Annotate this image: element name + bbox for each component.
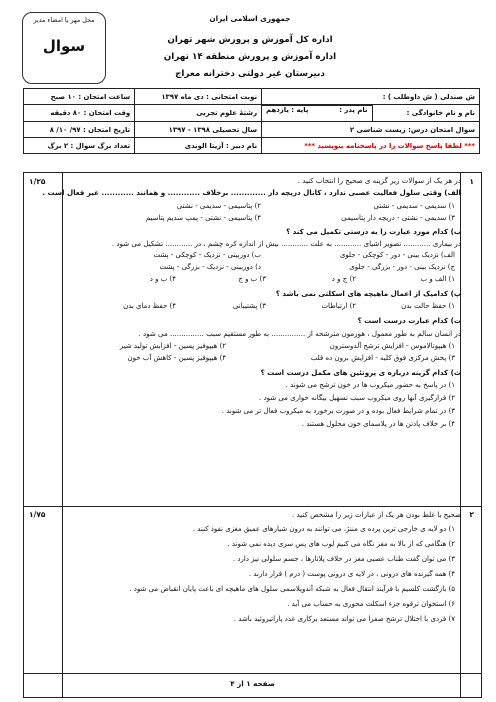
exam-date: تاریخ امتحان : ۹۷/ ۱۰/ ۸ — [24, 122, 135, 138]
school-header — [0, 0, 496, 88]
q1-s-option-4: ۴) بر خلاف پادتن ها در پلاسمای خون محلول هستند . — [301, 420, 455, 428]
q2-statement-3: ۳) می توان گفت طناب عصبی مغز در خلاف پلانارها ، جسم سلولی نیز دارد . — [232, 555, 455, 563]
stamp-caption: محل مهر یا امضاء مدیر — [33, 17, 95, 24]
exam-info-table — [23, 88, 480, 154]
question-1-score: ۱/۲۵ — [29, 177, 46, 186]
q2-statement-4: ۴) همه گیرنده های درونی ، در لایه ی درونی پوست ( درم ) قرار دارند . — [248, 570, 455, 578]
exam-duration: وقت امتحان : ۸۰ دقیقه — [24, 105, 135, 122]
question-divider — [24, 506, 481, 507]
exam-subject: سوال امتحان درس: زیست شناسی ۲ — [262, 122, 480, 138]
number-column-divider — [460, 173, 461, 697]
header-line-4: دبیرستان غیر دولتی دخترانه معراج — [175, 69, 325, 79]
q1-part-a: الف) وقتی سلول فعالیت عصبی ندارد ، کانال دریچه دار ............. برخلاف ............ و همانند ............ غیر فعال است . — [42, 188, 461, 197]
q1-a-option-1: ۱) سدیمی - سدیمی - نشتی — [373, 202, 455, 210]
q2-statement-6: ۶) استخوان ترقوه جزء اسکلت محوری به حساب می آید . — [287, 600, 455, 608]
page-footer: صفحه ۱ از ۴ — [230, 679, 275, 688]
field: رشتهٔ علوم تجربی — [135, 105, 262, 122]
q2-statement-2: ۲) هنگامی که از بالا به مغز نگاه می کنیم لوب های پس سری دیده نمی شوند . — [227, 540, 455, 548]
header-line-3: اداره آموزش و پرورش منطقه ۱۴ تهران — [163, 52, 337, 62]
q1-b-option-4: ۴) ب و د — [149, 275, 176, 283]
question-2-score: ۱/۷۵ — [29, 510, 46, 519]
page-count: تعداد برگ سوال : ۲ برگ — [24, 138, 135, 154]
footer-divider — [24, 673, 481, 674]
seat-number: ش صندلی ( ش داوطلب ) : — [262, 89, 480, 105]
q1-a-option-4: ۴) پتاسیمی - نشتی - پمپ سدیم پتاسیم — [145, 214, 261, 222]
exam-time: ساعت امتحان : ۱۰ صبح — [24, 89, 135, 105]
header-line-2: اداره کل آموزش و پرورش شهر تهران — [167, 35, 333, 45]
q1-part-p: پ) کدامیک از اعمال ماهیچه های اسکلتی نمی باشد ؟ — [275, 289, 461, 298]
q1-b-option-3: ۳) ب و ج — [238, 275, 266, 283]
q1-part-b: ب) کدام مورد عبارت را به درستی تکمیل می کند ؟ — [286, 227, 461, 236]
score-column-divider — [62, 173, 63, 697]
grade: پایه : یازدهم — [266, 106, 309, 114]
q1-s-option-3: ۳) در تمام شرایط فعال بوده و در صورت برخورد به میکروب فعال تر می شوند . — [221, 407, 455, 415]
student-name: نام و نام خانوادگی : — [372, 105, 479, 122]
questions-area — [23, 172, 482, 698]
info-row — [24, 122, 480, 138]
q1-s-option-2: ۲) قرارگیری آنها روی میکروب سبب تسهیل بیگانه خواری می شود . — [259, 394, 455, 402]
q1-b-intro: در بیماری ............ تصویر اشیای ............ به علت ............ بیش از اندازه کره چشم ، در ............ تشکیل می شود . — [111, 239, 461, 248]
q1-p-option-3: ۳) پشتیبانی — [232, 302, 266, 310]
q1-b-row-1-left: ب) دوربینی - نزدیک - کوچکی - پشت — [153, 251, 261, 259]
question-1-number: ۱ — [469, 177, 474, 186]
q1-p-option-1: ۱) حفظ حالت بدن — [401, 302, 455, 310]
q1-a-option-3: ۳) سدیمی - نشتی - دریچه دار پتاسیمی — [341, 214, 455, 222]
q1-a-option-2: ۲) پتاسیمی - سدیمی - نشتی — [176, 202, 261, 210]
q2-intro: صحیح یا غلط بودن هر یک از عبارات زیر را مشخص کنید . — [291, 510, 461, 519]
father-grade-cell — [262, 105, 372, 121]
q1-t-option-4: ۴) هیپوفیز پسین - کاهش آب خون — [127, 354, 226, 362]
q2-statement-7: ۷) فردی با اختلال ترشح صفرا می تواند مستعد برکاری غدد پاراتیروئید باشد . — [233, 615, 455, 623]
school-year: سال تحصیلی ۱۳۹۸ - ۱۳۹۷ — [135, 122, 262, 138]
q1-intro: در هر یک از سوالات زیر گزینه ی صحیح را انتخاب کنید . — [297, 176, 461, 185]
info-row — [24, 105, 480, 122]
q1-part-t: ت) کدام عبارت درست است ؟ — [357, 316, 461, 325]
teacher-name: نام دبیر : آزیتا الوندی — [135, 138, 262, 154]
q1-b-option-1: ۱) الف و ب — [420, 275, 455, 283]
q1-t-intro: در انسان سالم به طور معمول ، هورمون مترشحه از ............... به طور مستقیم سبب ............... می شود . — [138, 329, 461, 338]
q1-b-row-2: ج) نزدیک بینی - دور - بزرگی - جلوی — [349, 263, 455, 271]
q1-t-option-3: ۳) پخش مرکزی فوق کلیه - افزایش برون ده قلب — [310, 354, 455, 362]
q1-b-row-2-left: د) دوربینی - نزدیک - بزرگی - پشت — [159, 263, 261, 271]
answer-sheet-warning: *** لطفا پاسخ سوالات را در پاسخنامه بنویسید *** — [262, 138, 480, 154]
info-row — [24, 138, 480, 154]
q1-b-row-1: الف) نزدیک بینی - دور - کوچکی - جلوی — [339, 251, 455, 259]
exam-turn: نوبت امتحانی : دی ماه ۱۳۹۷ — [135, 89, 262, 105]
info-row — [24, 89, 480, 105]
header-line-1: جمهوری اسلامی ایران — [209, 14, 291, 23]
stamp-box — [22, 12, 106, 84]
q1-b-option-2: ۲) ج و د — [331, 275, 356, 283]
q1-p-option-4: ۴) حفظ دمای بدن — [123, 302, 176, 310]
q1-t-option-2: ۲) هیپوفیز پسین - افزایش تولید شیر — [119, 342, 226, 350]
q1-part-s: ث) کدام گزینه درباره ی پروتئین های مکمل درست است ؟ — [260, 368, 461, 377]
q1-t-option-1: ۱) هیپوتالاموس - افزایش ترشح آلدوسترون — [329, 342, 455, 350]
q1-s-option-1: ۱) در پاسخ به حضور میکروب ها در خون ترشح می شوند . — [285, 381, 455, 389]
question-2-number: ۲ — [469, 510, 474, 519]
q1-p-option-2: ۲) ارتباطات — [321, 302, 356, 310]
stamp-word: سوال — [42, 37, 86, 55]
q2-statement-1: ۱) دو لایه ی خارجی ترین پرده ی مننژ، می توانند به درون شیارهای عمیق مغزی نفوذ کنند . — [192, 525, 455, 533]
q2-statement-5: ۵) بازگشت کلسیم با فرآیند انتقال فعال به شبکه آندوپلاسمی سلول های ماهیچه ای باعث پایان انقباض می شود . — [129, 585, 455, 593]
father-name: نام پدر : — [339, 106, 368, 114]
